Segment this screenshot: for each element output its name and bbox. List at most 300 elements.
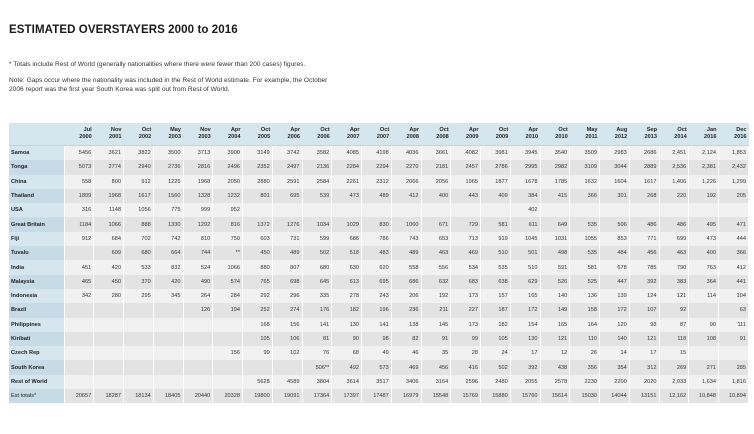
table-cell: 140 <box>600 332 630 346</box>
table-cell <box>153 375 183 389</box>
table-cell <box>213 375 243 389</box>
table-cell: 35 <box>421 346 451 360</box>
table-cell <box>64 246 94 260</box>
table-cell: 952 <box>213 203 243 217</box>
table-cell: 526 <box>540 275 570 289</box>
table-cell: 5073 <box>64 160 94 174</box>
table-cell <box>272 360 302 374</box>
table-cell <box>64 303 94 317</box>
table-cell <box>183 318 213 332</box>
column-header-month: Aug <box>616 127 628 133</box>
table-cell: 533 <box>124 260 154 274</box>
column-header <box>153 123 183 146</box>
table-cell: 489 <box>362 189 392 203</box>
table-cell: 173 <box>451 289 481 303</box>
table-cell <box>183 375 213 389</box>
table-row <box>9 260 749 274</box>
table-cell: 136 <box>570 289 600 303</box>
table-cell: 2982 <box>540 160 570 174</box>
table-cell: 130 <box>510 332 540 346</box>
column-header-year: 2001 <box>109 134 122 140</box>
table-cell: 518 <box>332 246 362 260</box>
row-label: China <box>9 175 64 189</box>
table-row <box>9 232 749 246</box>
table-cell: 489 <box>272 246 302 260</box>
table-cell: 121 <box>629 332 659 346</box>
table-cell: 1632 <box>570 175 600 189</box>
column-header-month: Jan <box>706 127 717 133</box>
table-cell: 126 <box>183 303 213 317</box>
table-cell: 807 <box>272 260 302 274</box>
table-cell: 402 <box>510 203 540 217</box>
column-header-month: Apr <box>409 127 419 133</box>
table-cell: 205 <box>719 189 749 203</box>
column-header-month: Sep <box>646 127 657 133</box>
table-cell: 12,162 <box>659 389 689 403</box>
table-cell <box>600 203 630 217</box>
table-cell: 810 <box>183 232 213 246</box>
table-cell: 364 <box>689 275 719 289</box>
table-cell: 2584 <box>302 175 332 189</box>
table-cell: 816 <box>213 217 243 231</box>
table-cell: 2686 <box>629 146 659 161</box>
table-cell <box>153 332 183 346</box>
table-cell: 486 <box>659 217 689 231</box>
table-cell: 354 <box>600 360 630 374</box>
table-cell: 609 <box>94 246 124 260</box>
column-header-month: Oct <box>677 127 687 133</box>
column-header <box>183 123 213 146</box>
table-cell: 227 <box>451 303 481 317</box>
table-cell: 3661 <box>421 146 451 161</box>
table-cell: 15 <box>659 346 689 360</box>
table-cell: 124 <box>629 289 659 303</box>
table-cell: 3742 <box>272 146 302 161</box>
table-cell: 105 <box>243 332 273 346</box>
table-cell: 20328 <box>213 389 243 403</box>
table-cell: 81 <box>302 332 332 346</box>
table-cell: 17397 <box>332 389 362 403</box>
table-cell <box>213 360 243 374</box>
table-cell: 12 <box>540 346 570 360</box>
table-row <box>9 189 749 203</box>
table-cell: 366 <box>570 189 600 203</box>
totals-footnote: * Totals include Rest of World (generally nationalities where there were fewer than 200 cases) figures. <box>9 61 306 68</box>
table-cell <box>94 303 124 317</box>
table-cell: 2596 <box>451 375 481 389</box>
table-cell: 19800 <box>243 389 273 403</box>
table-cell: 356 <box>570 360 600 374</box>
table-cell: 1328 <box>183 189 213 203</box>
row-label: USA <box>9 203 64 217</box>
table-cell: 1056 <box>124 203 154 217</box>
table-cell: 684 <box>94 232 124 246</box>
table-cell: 620 <box>362 260 392 274</box>
table-cell: 268 <box>629 189 659 203</box>
table-cell: 3500 <box>153 146 183 161</box>
table-cell: 558 <box>64 175 94 189</box>
table-cell: 447 <box>600 275 630 289</box>
table-cell: 400 <box>421 189 451 203</box>
table-cell: 671 <box>421 217 451 231</box>
column-header-year: 2000 <box>79 134 92 140</box>
table-cell: 145 <box>421 318 451 332</box>
table-cell <box>64 360 94 374</box>
table-cell: 2136 <box>302 160 332 174</box>
table-row <box>9 246 749 260</box>
table-cell: 535 <box>481 260 511 274</box>
table-cell: 392 <box>510 360 540 374</box>
column-header <box>64 123 94 146</box>
table-cell <box>94 318 124 332</box>
table-cell: 2200 <box>600 375 630 389</box>
table-cell: 790 <box>659 260 689 274</box>
row-label: South Korea <box>9 360 64 374</box>
table-cell: 3614 <box>332 375 362 389</box>
table-cell: 98 <box>362 332 392 346</box>
column-header-year: 2007 <box>376 134 390 140</box>
table-cell: 345 <box>153 289 183 303</box>
row-label: Thailand <box>9 189 64 203</box>
table-cell: 17 <box>629 346 659 360</box>
table-cell: 14 <box>600 346 630 360</box>
table-cell <box>272 203 302 217</box>
table-cell <box>629 203 659 217</box>
table-cell <box>183 346 213 360</box>
table-cell <box>124 346 154 360</box>
table-cell: 510 <box>510 260 540 274</box>
table-cell: 156 <box>213 346 243 360</box>
table-cell: 484 <box>600 246 630 260</box>
table-cell: 2736 <box>153 160 183 174</box>
table-cell: 2578 <box>540 375 570 389</box>
table-cell: 157 <box>481 289 511 303</box>
column-header-month: Nov <box>200 127 211 133</box>
column-header-year: 2006 <box>287 134 300 140</box>
table-cell: 1276 <box>272 217 302 231</box>
table-cell: 392 <box>629 275 659 289</box>
row-label: Fiji <box>9 232 64 246</box>
table-cell: 187 <box>481 303 511 317</box>
row-label: Est totals* <box>9 389 64 403</box>
table-cell: 632 <box>421 275 451 289</box>
table-row <box>9 375 749 389</box>
column-header-year: 2003 <box>168 134 181 140</box>
column-header <box>570 123 600 146</box>
overstayers-table <box>9 123 749 403</box>
table-cell: 20440 <box>183 389 213 403</box>
table-cell: 731 <box>272 232 302 246</box>
table-cell: 280 <box>94 289 124 303</box>
table-row <box>9 360 749 374</box>
table-cell: 473 <box>689 232 719 246</box>
table-cell: 645 <box>302 275 332 289</box>
table-cell <box>689 203 719 217</box>
table-cell: 556 <box>421 260 451 274</box>
table-cell: 763 <box>689 260 719 274</box>
table-cell: 412 <box>391 189 421 203</box>
table-cell: 630 <box>332 260 362 274</box>
column-header-month: Oct <box>141 127 152 133</box>
table-cell: 1968 <box>183 175 213 189</box>
table-cell: 502 <box>302 246 332 260</box>
table-cell: 120 <box>600 318 630 332</box>
column-header-year: 2006 <box>317 134 330 140</box>
table-cell: 158 <box>570 303 600 317</box>
table-cell: 384 <box>510 189 540 203</box>
table-cell: 295 <box>124 289 154 303</box>
table-cell: 102 <box>272 346 302 360</box>
table-cell: 786 <box>362 232 392 246</box>
table-cell: 534 <box>451 260 481 274</box>
table-cell <box>64 332 94 346</box>
table-cell: 1,816 <box>719 375 749 389</box>
table-cell: 165 <box>510 289 540 303</box>
column-header-year: 2009 <box>495 134 509 140</box>
table-cell: 278 <box>332 289 362 303</box>
column-header-year: 2014 <box>674 134 687 140</box>
table-cell: 17364 <box>302 389 332 403</box>
table-cell: 2284 <box>332 160 362 174</box>
table-cell: 765 <box>243 275 273 289</box>
table-cell: 713 <box>451 232 481 246</box>
table-cell: 664 <box>153 246 183 260</box>
table-cell: 2880 <box>243 175 273 189</box>
table-cell: 3582 <box>302 146 332 161</box>
table-cell: 15880 <box>481 389 511 403</box>
table-cell: 366 <box>719 246 749 260</box>
table-cell: 3621 <box>94 146 124 161</box>
table-cell: 108 <box>689 332 719 346</box>
table-cell: 3945 <box>510 146 540 161</box>
table-cell: 2995 <box>510 160 540 174</box>
table-cell: 830 <box>362 217 392 231</box>
table-cell: 2,536 <box>659 160 689 174</box>
column-header <box>332 123 362 146</box>
table-cell: 702 <box>124 232 154 246</box>
table-cell: 192 <box>689 189 719 203</box>
table-cell: 603 <box>243 232 273 246</box>
table-cell: 92 <box>659 303 689 317</box>
table-cell: 535 <box>570 246 600 260</box>
table-cell: 1678 <box>510 175 540 189</box>
table-cell: 107 <box>629 303 659 317</box>
column-header <box>540 123 570 146</box>
table-cell: ** <box>213 246 243 260</box>
table-cell: 104 <box>719 289 749 303</box>
table-row <box>9 346 749 360</box>
table-cell: 492 <box>332 360 362 374</box>
table-cell: 1225 <box>153 175 183 189</box>
table-cell <box>421 203 451 217</box>
column-header-year: 2013 <box>644 134 657 140</box>
table-cell: 2,432 <box>719 160 749 174</box>
table-cell: 243 <box>362 289 392 303</box>
table-cell: 10,848 <box>689 389 719 403</box>
table-cell: 13151 <box>629 389 659 403</box>
column-header-year: 2012 <box>614 134 628 140</box>
column-header-month: Apr <box>528 127 538 133</box>
table-cell: 2889 <box>629 160 659 174</box>
table-cell: 271 <box>689 360 719 374</box>
column-header-year: 2010 <box>555 134 568 140</box>
table-cell: 316 <box>64 203 94 217</box>
column-header-year: 2008 <box>436 134 449 140</box>
table-cell: 3509 <box>570 146 600 161</box>
table-cell: 1330 <box>153 217 183 231</box>
table-cell: 483 <box>362 246 392 260</box>
table-cell: 236 <box>391 303 421 317</box>
table-cell: 469 <box>391 360 421 374</box>
table-cell: 3900 <box>213 146 243 161</box>
row-label: Kiribati <box>9 332 64 346</box>
table-cell: 880 <box>243 260 273 274</box>
table-cell <box>124 360 154 374</box>
table-cell: 1184 <box>64 217 94 231</box>
table-cell: 486 <box>629 217 659 231</box>
table-cell: 182 <box>332 303 362 317</box>
table-cell: 194 <box>213 303 243 317</box>
table-header-row <box>9 123 749 146</box>
table-cell: 16979 <box>391 389 421 403</box>
table-cell: 82 <box>391 332 421 346</box>
table-cell: 853 <box>600 232 630 246</box>
table-cell: 785 <box>629 260 659 274</box>
table-cell: 2,033 <box>659 375 689 389</box>
table-cell: 182 <box>481 318 511 332</box>
table-cell: 506** <box>302 360 332 374</box>
table-cell: 3822 <box>124 146 154 161</box>
table-cell: 3804 <box>302 375 332 389</box>
table-cell <box>391 203 421 217</box>
table-cell: 750 <box>213 232 243 246</box>
table-cell: 118 <box>659 332 689 346</box>
table-cell: 686 <box>391 275 421 289</box>
page-title: ESTIMATED OVERSTAYERS 2000 to 2016 <box>9 24 238 36</box>
table-cell: 15614 <box>540 389 570 403</box>
table-cell: 1,406 <box>659 175 689 189</box>
column-header <box>689 123 719 146</box>
table-cell: 400 <box>689 246 719 260</box>
table-row <box>9 332 749 346</box>
table-cell: 409 <box>481 189 511 203</box>
column-header-month: Oct <box>498 127 509 133</box>
column-header-year: 2002 <box>138 134 152 140</box>
table-cell: 2480 <box>481 375 511 389</box>
column-header <box>243 123 273 146</box>
table-cell: 2774 <box>94 160 124 174</box>
table-cell <box>94 332 124 346</box>
table-cell: 801 <box>243 189 273 203</box>
table-cell: 683 <box>451 275 481 289</box>
table-cell: 420 <box>94 260 124 274</box>
table-cell: 121 <box>659 289 689 303</box>
table-cell: 63 <box>719 303 749 317</box>
table-cell <box>362 203 392 217</box>
table-cell <box>64 318 94 332</box>
column-header <box>421 123 451 146</box>
column-header-month: Dec <box>736 127 747 133</box>
table-cell: 3044 <box>600 160 630 174</box>
table-cell: 196 <box>362 303 392 317</box>
table-cell: 1372 <box>243 217 273 231</box>
column-header <box>302 123 332 146</box>
table-cell: 18134 <box>124 389 154 403</box>
table-cell: 15030 <box>570 389 600 403</box>
column-header-month: Apr <box>349 127 360 133</box>
table-cell: 456 <box>629 246 659 260</box>
column-header <box>391 123 421 146</box>
table-cell: 2056 <box>421 175 451 189</box>
table-row <box>9 303 749 317</box>
table-cell <box>213 318 243 332</box>
row-label: Indonesia <box>9 289 64 303</box>
table-cell: 1560 <box>153 189 183 203</box>
table-cell: 15769 <box>451 389 481 403</box>
table-cell: 525 <box>570 275 600 289</box>
table-cell: 451 <box>64 260 94 274</box>
table-cell: 110 <box>570 332 600 346</box>
table-cell <box>183 332 213 346</box>
table-cell: 744 <box>183 246 213 260</box>
table-cell: 99 <box>243 346 273 360</box>
table-cell: 416 <box>451 360 481 374</box>
table-cell: 211 <box>421 303 451 317</box>
table-row <box>9 160 749 174</box>
row-label: Philippines <box>9 318 64 332</box>
table-cell: 141 <box>362 318 392 332</box>
table-cell <box>213 332 243 346</box>
table-cell: 629 <box>510 275 540 289</box>
table-row <box>9 175 749 189</box>
column-header <box>629 123 659 146</box>
table-cell: 581 <box>570 260 600 274</box>
table-cell: 93 <box>629 318 659 332</box>
table-cell: 2457 <box>451 160 481 174</box>
table-cell: 699 <box>659 232 689 246</box>
table-cell: 1029 <box>332 217 362 231</box>
table-cell <box>94 346 124 360</box>
column-header-year: 2009 <box>466 134 479 140</box>
table-cell: 1066 <box>213 260 243 274</box>
table-cell: 2496 <box>213 160 243 174</box>
table-cell <box>243 203 273 217</box>
row-label: Tonga <box>9 160 64 174</box>
table-cell: 473 <box>332 189 362 203</box>
row-label: Tuvalu <box>9 246 64 260</box>
column-header-year: 2003 <box>198 134 211 140</box>
table-row <box>9 289 749 303</box>
table-cell: 524 <box>183 260 213 274</box>
table-cell: 2983 <box>600 146 630 161</box>
table-cell: 370 <box>124 275 154 289</box>
column-header-year: 2016 <box>704 134 717 140</box>
table-cell <box>153 346 183 360</box>
column-header-month: May <box>170 127 181 133</box>
row-label: India <box>9 260 64 274</box>
table-row <box>9 146 749 161</box>
table-cell: 76 <box>302 346 332 360</box>
table-cell: 3149 <box>243 146 273 161</box>
row-label: Samoa <box>9 146 64 161</box>
table-cell: 140 <box>540 289 570 303</box>
table-cell: 415 <box>540 189 570 203</box>
table-cell: 1055 <box>570 232 600 246</box>
table-cell <box>659 203 689 217</box>
table-row <box>9 275 749 289</box>
table-cell: 274 <box>272 303 302 317</box>
table-cell: 296 <box>272 289 302 303</box>
